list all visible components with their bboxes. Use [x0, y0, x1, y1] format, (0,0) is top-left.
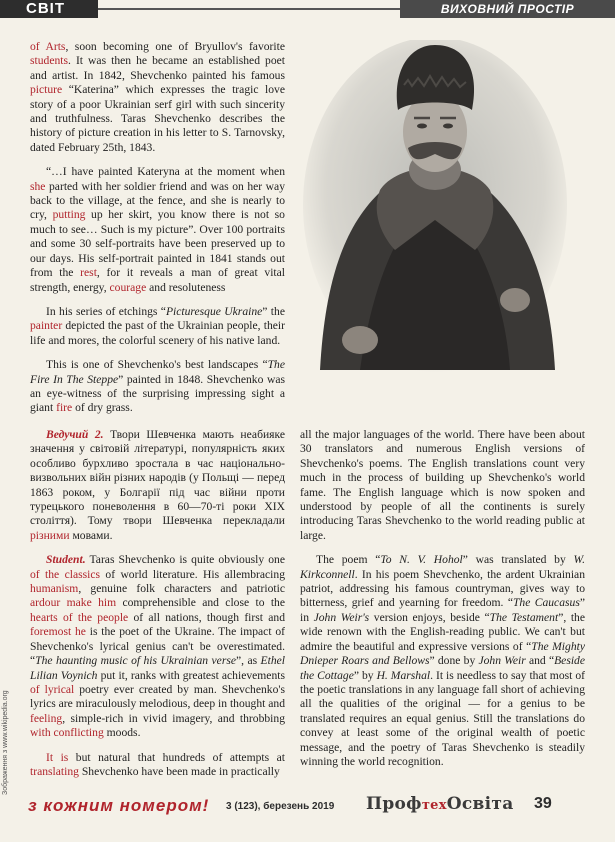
paragraph-katerina: of Arts, soon becoming one of Bryullov's favorite students. It was then he became an established poet and artist. In 1842, Shevchenko painted his famous picture “Katerina” which expresses the tragic love story of a poor Ukrainian serf girl with such sincerity and truthfulness. Taras Shevchenko describes the history of picture creation in his letter to S. Tarnovsky, dated February 25th, 1843.	[30, 40, 285, 154]
left-column	[30, 428, 285, 789]
paragraph-student: Student. Taras Shevchenko is quite obviously one of the classics of world literature. His allembracing humanism, genuine folk characters and patriotic ardour make him comprehensible and close to the hearts of the people of all nations, though first and foremost he is the poet of the Ukraine. The impact of Shevchenko's lyrical genius can't be overestimated. “The haunting music of his Ukrainian verse”, as Ethel Lilian Voynich put it, ranks with greatest achievements of lyrical poetry ever created by man. Shevchenko's lyrics are miraculously melodious, deep in thought and feeling, simple-rich in vivid imagery, and throbbing with conflicting moods.	[30, 553, 286, 740]
footer-slogan: з кожним номером!	[28, 796, 210, 815]
header-divider	[98, 8, 400, 10]
paragraph-landscape: This is one of Shevchenko's best landscapes “The Fire In The Steppe” painted in 1848. Shevchenko was an eye-witness of the surprising impressing sight a giant fire of dry grass.	[30, 358, 285, 415]
image-credit: Зображення з www.wikipedia.org	[2, 690, 9, 795]
paragraph-translations-start: It is but natural that hundreds of attempts at translating Shevchenko have been made in practically	[30, 750, 285, 778]
speaker-label: Student.	[46, 553, 86, 567]
speaker-label: Ведучий 2.	[46, 428, 104, 441]
top-column	[30, 40, 285, 426]
brand-logo: ПрофтехОсвіта	[366, 794, 514, 814]
page-number: 39	[534, 795, 552, 812]
paragraph-translations-end: all the major languages of the world. There have been about 30 translators and numerous English versions of Shevchenko's poems. The English translations count very much in the process of building up Shevchenko's world fame. The English language which is now spoken and understood by people of all the continents is surely introducing Taras Shevchenko to the world reading public at large.	[300, 428, 585, 542]
magazine-logo: СВІТ	[0, 0, 98, 18]
section-title: ВИХОВНИЙ ПРОСТІР	[400, 0, 615, 18]
paragraph-etchings: In his series of etchings “Picturesque Ukraine” the painter depicted the past of the Ukrainian people, their life and mores, the colorful scenery of his native land.	[30, 304, 285, 347]
page-header	[0, 0, 615, 22]
page-footer	[0, 792, 615, 822]
portrait-photo	[300, 40, 570, 375]
right-column	[300, 428, 585, 779]
paragraph-host-2: Ведучий 2. Твори Шевченка мають неабияке значення у світовій літературі, популярність яких особливо бурхливо зростала в час національно-визвольних війн різних народів (у Польщі — перед 1863 роком, у Болгарії під час війни проти турецького поневолення в 60—70-ті роки XIX століття). Тому твори Шевченка перекладали різними мовами.	[30, 428, 285, 542]
paragraph-poems: The poem “To N. V. Hohol” was translated by W. Kirkconnell. In his poem Shevchenko, the ardent Ukrainian patriot, addressing his famous countryman, gives way to bitterness, grief and yearning for freedom. “The Caucasus” in John Weir's version enjoys, beside “The Testament”, the wide renown with the English-reading public. We can't but admire the beautiful and expressive versions of “The Mighty Dnieper Roars and Bellows” done by John Weir and “Beside the Cottage” by H. Marshal. It is needless to say that most of the poetic translations in any language fall short of achieving all the qualities of the original — for a genius to be translated requires an equal genius. Still the translations do convey at least some of the original wealth of poetic message, and the poetry of Taras Shevchenko is steadily winning the world recognition.	[300, 553, 585, 768]
paragraph-quote: “…I have painted Kateryna at the moment when she parted with her soldier friend and was on her way back to the village, at the fence, and she is nearly to cry, putting up her skirt, you know there is not so much to see… Such is my picture”. Over 100 portraits and some 30 self-portraits have been preserved up to our days. His self-portrait painted in 1841 stands out from the rest, for it reveals a man of great vital strength, energy, courage and resoluteness	[30, 165, 286, 294]
issue-info: 3 (123), березень 2019	[226, 801, 335, 812]
